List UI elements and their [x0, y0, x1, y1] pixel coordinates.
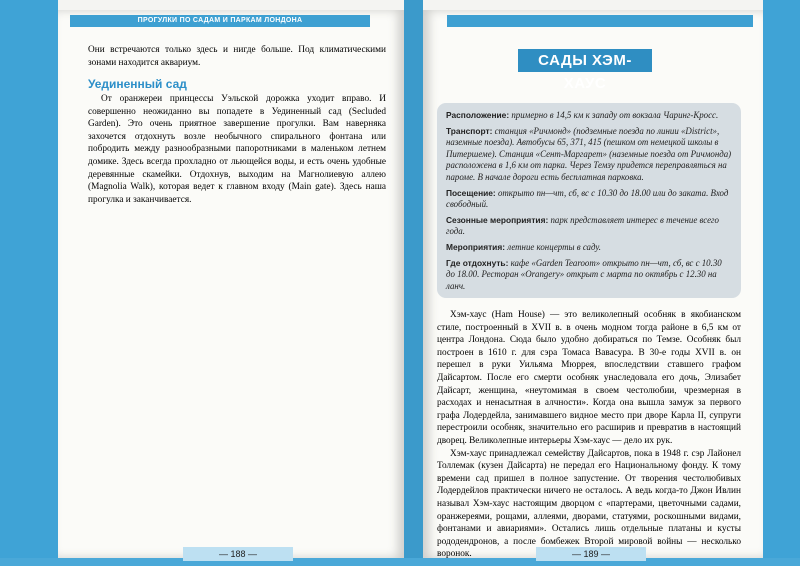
info-label: Мероприятия: — [446, 241, 506, 252]
info-transport — [446, 126, 732, 184]
info-seasonal — [446, 215, 732, 238]
body-paragraph: От оранжереи принцессы Уэльской дорожка уходит вправо. И совершенно неожиданно вы попадете в Уединенный сад (Secluded Garden). Это очень приятное завершение прогулки. Вам наверняка захочется отдохнуть возле необычного спирального фонтана или побродить между разнообразными папоротниками в маленьком летнем домике. Здесь всегда прохладно от льющейся воды, и есть очень удобные деревянные скамейки. Отдохнув, выходим на Магнолиевую аллею (Magnolia Walk), которая ведет к главном входу (Main gate). Здесь наша прогулка и заканчивается. — [88, 94, 386, 205]
running-head: ПРОГУЛКИ ПО САДАМ И ПАРКАМ ЛОНДОНА — [70, 15, 370, 27]
left-body — [88, 93, 386, 206]
right-body — [437, 309, 741, 561]
info-value: примерно в 14,5 км к западу от вокзала Чаринг-Кросс. — [511, 110, 719, 120]
body-paragraph-2: Хэм-хаус принадлежал семейству Дайсартов, пока в 1948 г. сэр Лайонел Толлемак (кузен Дайсарта) не передал его Национальному фонду. К тому времени сад пришел в полное запустение. От творения честолюбивых Лодердейлов практически ничего не осталось. А ведь когда-то Джон Ивлин называл Хэм-хаус настоящим дворцом с «партерами, цветочными садами, оранжереями, рощами, аллеями, дворами, статуями, роскошными видами, фонтанами и авиариями». Остались лишь отдельные платаны и кусты рододендронов, а после бомбежек Второй мировой войны — несколько воронок. — [437, 448, 741, 560]
info-label: Сезонные мероприятия: — [446, 214, 549, 225]
info-label: Транспорт: — [446, 125, 493, 136]
right-cover-edge — [763, 0, 800, 566]
info-label: Расположение: — [446, 110, 510, 120]
page-number-right: — 189 — — [536, 547, 646, 561]
left-intro — [88, 44, 386, 69]
info-location — [446, 110, 732, 122]
left-cover-edge — [0, 0, 58, 566]
section-subheading: Уединенный сад — [88, 77, 187, 91]
info-value: летние концерты в саду. — [507, 241, 601, 252]
right-header-bar — [447, 15, 753, 27]
info-value: кафе «Garden Tearoom» открыто пн—чт, сб, вс с 10.30 до 18.00. Ресторан «Orangery» открыт с марта по октябрь с 12.30 на ланч. — [446, 257, 722, 291]
page-number-left: — 188 — — [183, 547, 293, 561]
info-label: Где отдохнуть: — [446, 257, 509, 268]
info-value: открыто пн—чт, сб, вс с 10.30 до 18.00 или до заката. Вход свободный. — [446, 187, 729, 210]
intro-paragraph: Они встречаются только здесь и нигде больше. Под климатическими зонами находится аквариум. — [88, 45, 386, 68]
info-box — [437, 103, 741, 298]
info-label: Посещение: — [446, 187, 496, 198]
book-gutter — [404, 0, 423, 566]
info-visiting — [446, 188, 732, 211]
info-rest — [446, 258, 732, 293]
info-value: станция «Ричмонд» (подземные поезда по линии «District», наземные поезда). Автобусы 65, 371, 415 (пешком от немецкой школы в Питершеме). Станция «Сент-Маргарет» (наземные поезда от Ричмонда) расположена в 1,6 км от парка. Через Темзу придется переправляться на пароме. В начале дороги есть бесплатная парковка. — [446, 125, 732, 182]
body-paragraph-1: Хэм-хаус (Ham House) — это великолепный особняк в якобианском стиле, построенный в XVII в. в очень модном тогда районе в 6,5 км от центра Лондона. Сюда было удобно добираться по Темзе. Особняк был построен в 1610 г. для сэра Томаса Вавасура. В 30-е годы XVII в. он перешел в руки Уильяма Мюррея, впоследствии ставшего графом Дайсартом. После его смерти особняк унаследовала его дочь, Элизабет Дайсарт, женщина, «неутомимая в своем честолюбии, чрезмерная в расходах и ненасытная в алчности». Когда она вышла замуж за первого графа Лодердейла, занимавшего видное место при дворе Карла II, супруги перестроили особняк, значительно его расширив и превратив в настоящий дворец. Великолепные интерьеры Хэм-хаус — дело их рук. — [437, 310, 741, 446]
info-value: парк представляет интерес в течение всего года. — [446, 214, 719, 237]
info-events — [446, 242, 732, 254]
chapter-title: САДЫ ХЭМ-ХАУС — [518, 49, 652, 72]
